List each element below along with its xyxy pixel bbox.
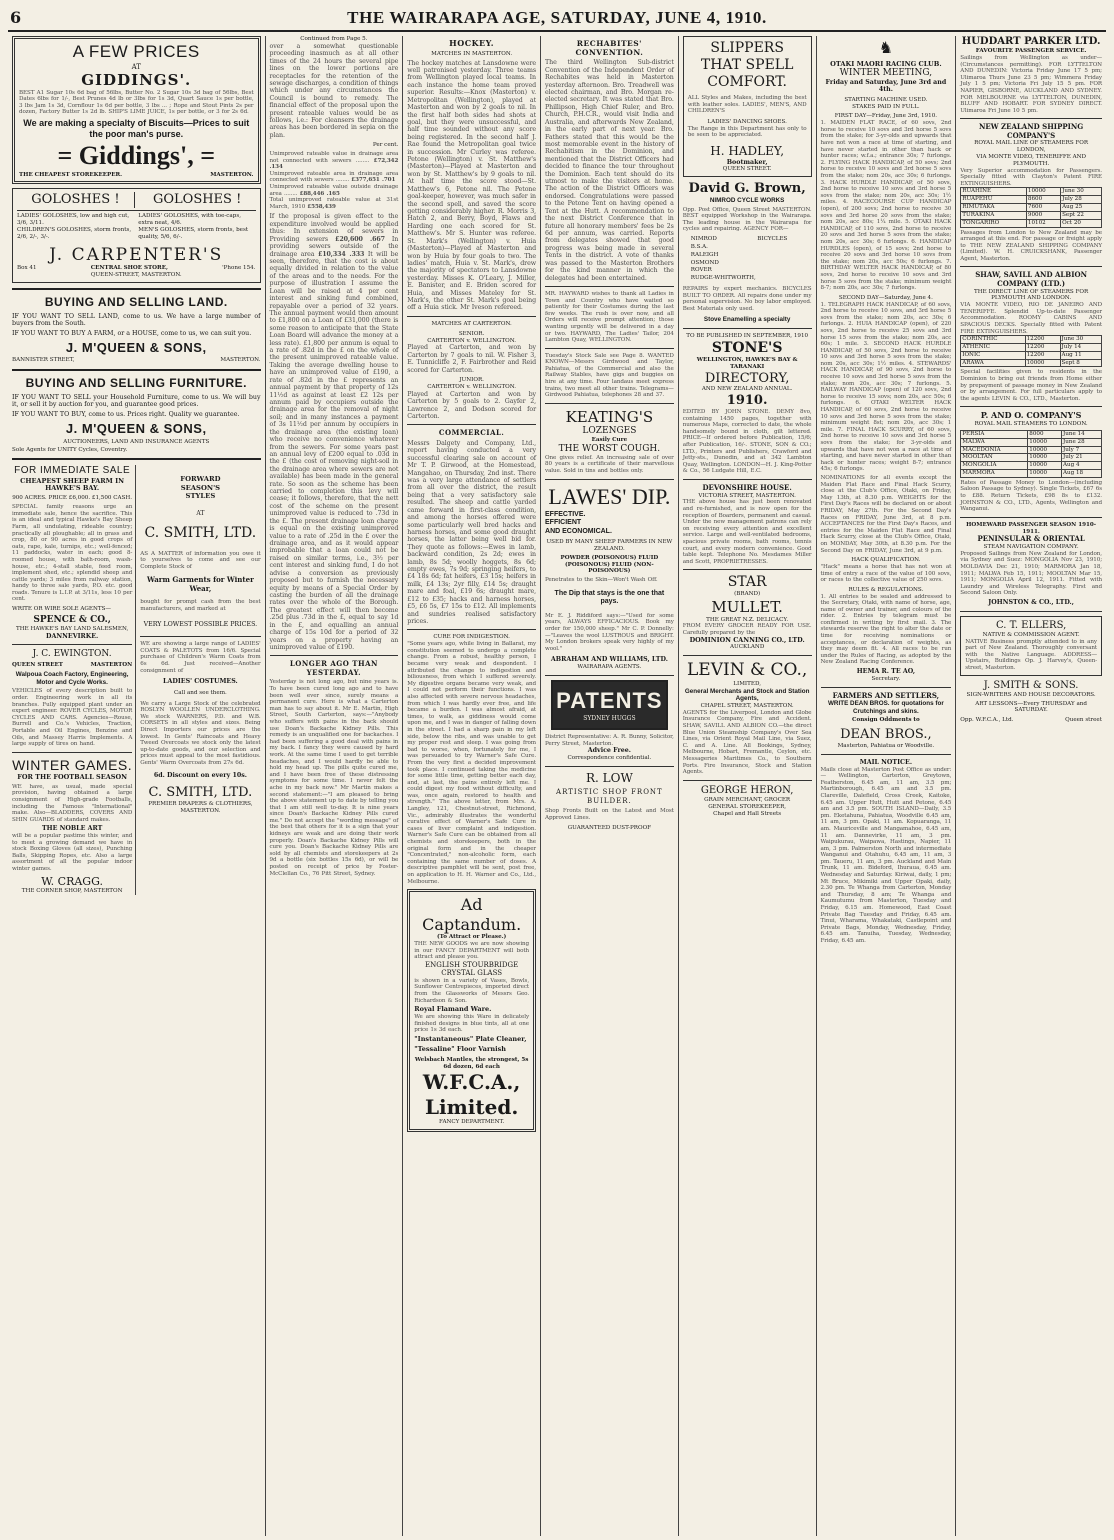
ewington-addr-left: QUEEN STREET [12,662,63,669]
jsmith-queen: Queen street [1065,717,1102,724]
low-name: R. LOW [585,770,633,785]
ad-captandum-instant: "Instantaneous" Plate Cleaner, [414,1034,527,1043]
racing-first-text: 1. MAIDEN FLAT RACE, of 60 sovs, 2nd horse to receive 10 sovs and 3rd horse 5 sovs from the stake; for 3-yr-olds and upwards that have not won a race at time of starting, and have never started in other than hack or hunter races; w.f.a.; entrance 30s; 7 furlongs. 2. FLYING HACK HANDICAP, of 50 sovs; 2nd horse to receive 10 sovs and 3rd horse 5 sovs from the stake; nom 20s, acc 30s; 6 furlongs. 3. HACK HURDLE HANDICAP, of 50 sovs, 2nd horse to receive 10 sovs and 3rd horse 5 sovs from the stake; nom 20s, acc 30s; 1½ miles. 4. RACECOURSE CUP HANDICAP (open), of 200 sovs; 2nd horse to receive 30 sovs and 3rd horse 20 sovs from the stake; nom 20s, acc 80s; 1¼ mile. 5. OTAKI HACK HANDICAP, of 110 sovs, 2nd horse to receive 20 sovs and 3rd horse 5 sovs from the stake; nom 20s, acc 30s; 6 furlongs. 6. HANDICAP HURDLES (open), of 15 sovs; 2nd horse to receive 20 sovs and 3rd horse 10 sovs from the stake; nom 20s, acc 50s; 6 furlongs. 7. BIRTHDAY WELTER HACK HANDICAP, of 80 sovs, 2nd horse to receive 10 sovs and 3rd horse 5 sovs from the stake; minimum weight 8-7; nom 20s, acc 30s; 7 furlongs. [820,120,952,292]
winter-noble: THE NOBLE ART [41,825,103,833]
winter-firm: W. CRAGG. [41,874,103,888]
ellers-ad [960,616,1102,676]
hayward-text: MR. HAYWARD wishes to thank all Ladies in Town and Country who have waited so patiently for their Costumes during the last few weeks. The rush is over now, and all Orders will receive prompt attention; those wanting urgently will be delivered in a day or two. HAYWARD, The Ladies' Tailor, 204 Lambton Quay, WELLINGTON. [545,290,674,344]
goloshes-r2: MEN'S GOLOSHES, storm fronts, best quality, 5/6, 6/-. [138,226,249,240]
lawes-name: LAWES' DIP. [548,483,671,509]
ewington-text: VEHICLES of every description built to order. Engineering work in all its branches. Fully equipped plant under an expert engineer. ROVER CYCLES, MOTOR CYCLES AND CARS. Agencies—Rouse, Burrell and Co.'s Vehicles, Traction, Portable and Oil Engines, Benzine and Oils, and Massey Harris Implements. A large supply of tires on hand. [12,688,133,748]
po-head: P. AND O. COMPANY'S [980,410,1082,421]
drainage-text-2: If the proposal is given effect to the expenditure involved would be applied thus: In extension of sewers in Providing sewers £20,600 .667 In providing sewers outside of the drainage area £10,334 .333 It will be seen, therefore, that the cost is about equally divided in relation to the value of the areas and to the needs. For the purpose of illustration I assume the Loan will be raised at 4 per cent interest and sinking fund combined, repayable over a period of 32 years. The annual payment would then amount to £1,800 on a Loan of £31,000 (there is some reason to anticipate that the State Loan Board will advance the money at a less rate). £1,800 per annum is equal to a rate of .82d in the £ on the whole of the present unimproved rateable value. Taking the average dwelling house to have an unimproved value of £190, a rate of .82d in the £ represents an annual payment by that property of 12s 11½d as against at least £2 12s per annum paid by occupiers outside the drainage area for the removal of night soil; and in many instances a payment of 3s 11½d per annum by occupiers in the drainage area (the existing loan) who receive no convenience whatever from the sewers. For some years past an annual levy of £200 equal to .03d in the £ (the cost of removing night-soil in the drainage area where sewers are not available) has been made in the general rate. So soon as the scheme has been carried to completion this levy will cease; it follows, therefore, that the nett cost of the scheme on the present unimproved value is reduced to .73d in the £. The present drainage loan charge is equal on the existing unimproved value to a rate of .25d in the £ over the drainage area, and as it would appear improbable that a loan could not be raised on similar terms, i.e., 3½ per cent interest and sinking fund, I do not advise a conversion as previously proposed but to furnish the necessary equity by means of a Special Order by casting the burden of all the drainage rates over the whole of the Borough. The greatest effect will then become .25d plus .73d in the £, equal to say 1d in the £, and equalling an annual charge of 15s 10d for a period of 32 years on a property having an unimproved value of £190. [269,213,399,651]
sale-town: DANNEVIRKE. [46,632,99,640]
lawes-agents: ABRAHAM AND WILLIAMS, LTD. [550,656,668,664]
drainage-text-1: over a somewhat questionable proceeding inasmuch as at all other times of the 24 hours the several pipe lines on the lower portions are receptacles for the retention of the sewage discharges, a condition of things which under any circumstances the Council is bound to remedy. The financial effect of the proposal upon the present rateable values would be as follows, i.e.: For cleansers the drainage areas has been bordered in sepia on the plan. [269,42,399,139]
smith-firm2-town: MASTERTON. [180,807,221,814]
heron-st: Chapel and Hall Streets [713,810,782,817]
goloshes-r1: LADIES' GOLOSHES, with toe-caps, extra neat, 4/6. [138,213,242,227]
racing-second: SECOND DAY—Saturday, June 4. [838,294,933,301]
jsmith-wfca: Opp. W.F.C.A., Ltd. [960,717,1014,724]
sale-firm: SPENCE & CO., [33,614,111,625]
racing-meeting: WINTER MEETING, [839,67,933,78]
masthead-title: THE WAIRARAPA AGE, SATURDAY, JUNE 4, 1910. [347,7,767,27]
keating-text: One gives relief. An increasing sale of over 80 years is a certificate of their marvellous value. Sold in tins and bottles only. [545,454,674,475]
lawes-agents-sub: WAIRARAPA AGENTS. [577,664,642,671]
nzsc-foot: Passages from London to New Zealand may be arranged at this end. For passage or freight apply to THE NEW ZEALAND SHIPPING COMPANY (Limited). W. H. CRUICKSHANK, Passenger Agent, Masterton. [960,229,1102,262]
giddings-prices-text: BEST A1 Sugar 10s 6d bag of 56lbs, Butter No. 2 Sugar 10s 3d bag of 56lbs, Best Dates 6lbs for 1/-, Best Prunes 4d lb or 3lbs for 1s 3d, Quart Sauce 1s per bottle, 3 lbs Jam 1s 3d, Cornflour 1s 6d per bottle, 3 lbs ... ; Rope and Stout Pints 2s per dozen, Factory Butter 1s 2d lb. SHIP'S LIME JUICE, 1s per bottle, or 3 for 2s 6d. [19,89,254,116]
dean-write: WRITE DEAN BROS. for quotations for Crutchings and skins. [827,700,944,715]
carpenter-store: CENTRAL SHOE STORE, [90,265,168,272]
racing-handicap-text: "Hack" means a horse that has not won at time of entry a race of the value of 100 sovs, or races to the collective value of 250 sovs. [820,563,952,584]
furniture-firm: J. M'QUEEN & SONS, [65,420,207,436]
star-text: FROM EVERY GROCER READY FOR USE. Carefully prepared by the [682,623,812,636]
devonshire-st: VICTORIA STREET, MASTERTON. [698,492,796,499]
racing-second-text: 1. TELEGRAPH HACK HANDICAP, of 60 sovs, 2nd horse to receive 10 sovs, and 3rd horse 5 sovs from the stake; nom 20s, acc 30s; 6 furlongs. 2. HUIA HANDICAP (open), of 220 sovs, 2nd horse to receive 25 sovs and 3rd horse 15 sovs from the stake; nom 20s, acc 60s; 1 mile. 3. SECOND HACK HURDLE HANDICAP, of 50 sovs, 2nd horse to receive 10 sovs and 3rd horse 5 sovs from the stake; nom 20s, acc 30s; 1½ miles. 4. STEWARDS' HACK HANDICAP, of 90 sovs, 2nd horse to receive 10 sovs and 3rd horse 5 sovs from the stake; nom 20s, acc 30s; 7 furlongs. 5. RAILWAY HANDICAP (open) of 120 sovs, 2nd horse to receive 15 sovs; nom 20s, acc 50s; 6 furlongs. 6. OTAKI WELTER HACK HANDICAP, of 60 sovs, 2nd horse to receive 10 sovs and 3rd horse 5 sovs from the stake; minimum weight 8st; nom 20s, acc 30s; 1 mile. 7. FINAL HACK SCURRY, of 60 sovs, 2nd horse to receive 10 sovs and 3rd horse 5 sovs from the stake; for 3-yr-olds and upwards that have not won a race at time of starting, and have never started in other than hack or hunter races; weight 8-7; entrance 45s; 6 furlongs. [820,301,952,473]
giddings-foot-left: THE CHEAPEST STOREKEEPER. [19,171,123,178]
patents-baldwin: SYDNEY HUGGS [583,714,636,722]
giddings-foot-right: MASTERTON. [210,171,254,178]
smith-costumes: LADIES' COSTUMES. [163,678,238,686]
racing-handicap: HACK QUALIFICATION. [851,557,921,564]
hockey-head: HOCKEY. [449,38,495,48]
column-7 [956,36,1106,1536]
commercial-text: Messrs Dalgety and Company, Ltd., report having conducted a very successful clearing sale on account of Mr T. P. Girwood, at the Homestead, Mangahao, on Thursday, 2nd inst. There was a very large attendance of settlers from all over the district, the result being that a very satisfactory sale resulted. The sheep and cattle yarded came forward in first-class condition, and among the horses offered were some particularly well bred hacks and harness horses, and some good draught horses, the latter being well bid for. They quote as follows:—Ewes in lamb, backward condition, 2s 2d; ewes in lamb, 8s 5d; woolly hoggets, 8s 6d; empty ewes, 7s 9d; springing heifers, to £4 18s 6d; fat heifers, £3 15s; heifers in milk, £4 13s; 2yr filly, £14 5s; draught mare and foal, £19 6s; draught mare, £12 to £35; hacks and harness horses, £5, £6 5s, £7 15s to £12. All implements and sundries realised satisfactory prices. [407,439,537,625]
slippers-ad [683,36,812,177]
land-l1: IF YOU WANT TO SELL LAND, come to us. We have a large number of buyers from the South. [12,312,261,328]
smith-discount: 6d. Discount on every 10s. [153,771,247,779]
smith-warm: Warm Garments for Winter Wear, [147,575,254,593]
rechabites-text: The third Wellington Sub-district Convention of the Independent Order of Rechabites was held in Masterton yesterday afternoon. Bro. Treadwell was elected chairman, and Bro. Morgan re-elected secretary. It was stated that Bro. Phillipson, High Chief Ruler, and Bro. Church, P.H.C.R., would visit India and Australia, and afterwards New Zealand, in the early part of next year. Bro. Fathers stated that this would be the most memorable event in the history of Rechabitism in the Dominion, and mentioned that the District Officers had decided to finance the tour throughout the Dominion. Each tent should do its utmost to make the visitors at home. The action of the District Officers was endorsed. Congratulations were passed to the Petone Tent on having opened a Tent at the Hutt. A recommendation to the next District Conference that in future all honorary members' fees be 2s 6d per annum, was carried. Reports from delegates showed that good progress was being made in several Tents in the district. A vote of thanks was passed to the Masterton Brothers for the kind manner in which the delegates had been entertained. [545,59,674,282]
ad-captandum-flamand-text: We are showing this Ware in delicately finished designs in blue tints, all at one price 1s 3d each. [414,1014,530,1034]
brown-nimrod: NIMROD CYCLE WORKS [709,196,785,204]
star-delicacy: THE GREAT N.Z. DELICACY. [706,616,789,623]
ad-captandum-sub: (To Attract or Please.) [437,934,507,941]
levin-text: AGENTS for the Liverpool, London and Globe Insurance Company, Fire and Accident. SHAW, SAVILL AND ALBION CO.—the direct Blue Union Steamship Company's Over Sea Lines, via Orient Royal Mail Line, via Suez, C. and A. Line. All Bookings, Sydney, Melbourne, Hobart, Fremantle, Ceylon, etc. Messageries Maritimes Co., to Southern Ports. Fire Insurance, Stock and Station Agents. [682,709,812,776]
levin-name: LEVIN & CO., [687,660,808,681]
fig-3: £558,439 [307,203,336,210]
ellers-name: C. T. ELLERS, [995,619,1067,631]
low-artistic: ARTISTIC SHOP FRONT BUILDER. [556,788,663,805]
dean-name: DEAN BROS., [840,727,932,743]
columns [8,36,1106,1536]
goloshes-l1: LADIES' GOLOSHES, low and high cut, 3/6, 3/11. [17,213,130,227]
nzsc-monte: VIA MONTE VIDEO, TENERIFFE AND PLYMOUTH. [976,154,1086,167]
land-addr-right: MASTERTON. [220,357,261,364]
nzsc-table: RUAHINE 10000 June 30 RUAPEHU 8600 July 28 RIMUTAKA 7600 Aug 25 TURAKINA 9000 Sept 22 TONGARIRO 10102 Oct 20 [960,187,1102,227]
heron-name: GEORGE HERON, [700,784,794,796]
stones-almanac: AND NEW ZEALAND ANNUAL. [701,386,793,393]
racing-first: FIRST DAY—Friday, June 3rd, 1910. [834,113,938,120]
ad-captandum-dept: FANCY DEPARTMENT. [439,1119,505,1126]
hockey-text-3: Played at Carterton and won by Carterton by 5 goals to 2. Gayfer 2, Lawrence 2, and Dodson scored for Carterton. [407,390,537,420]
racing-dates: Friday and Saturday, June 3rd and 4th. [825,78,947,94]
lawes-stays: The Dip that stays is the one that pays. [554,589,665,606]
star-head: STAR [727,574,767,591]
ellers-text: NATIVE Business promptly attended to in any part of New Zealand. Thoroughly conversant with the Native Language. ADDRESS—Upstairs, Buildings Op. J. Harvey's, Queen-street, Masterton. [965,638,1097,671]
dean-town: Masterton, Pahiatua or Woodville. [837,743,935,750]
slippers-head3: COMFORT. [707,74,788,91]
cycle-4: OSMOND [690,259,719,266]
smith-l2: SEASON'S [180,483,221,492]
fig-1: £377,651 .701 [351,177,396,184]
giddings-ad [12,36,261,184]
cycle-5: ROVER [690,267,712,274]
homeward-head: HOMEWARD PASSENGER SEASON 1910-1911. [966,521,1097,535]
giddings-at: AT [131,62,141,71]
patents-logo [551,680,668,730]
shaw-direct: THE DIRECT LINE OF STEAMERS FOR PLYMOUTH AND LONDON. [974,288,1089,302]
dean-farmers: FARMERS AND SETTLERS, [832,690,940,700]
star-brand: (BRAND) [734,591,761,598]
shaw-text: VIA MONTE VIDEO, RIO DE JANEIRO AND TENERIFFE. Splendid Up-to-date Passenger Accommodation. ROOMY CABINS AND SPACIOUS DECKS. Specially fitted with Patent FIRE EXTINGUISHERS. [960,302,1102,335]
po-foot: Rates of Passage Money to London—(including Saloon Passage to Sydney). Single Tickets, £67 6s to £88. Return Tickets, £98 8s to £132. JOHNSTON & CO., LTD., Agents, Wellington and Wanganui. [960,479,1102,513]
racing-rules: RULES & REGULATIONS. [848,586,924,593]
hockey-text-2: Played at Carterton, and won by Carterton by 7 goals to nil. W. Fisher 3, E. Tunnicliffe 2, F. Fairbrother and Reid scored for Carterton. [407,344,537,374]
racing-stakes: STAKES PAID IN FULL. [852,103,920,110]
drainage-table: Unimproved rateable value in drainage area not connected with sewers ........ £72,342 .134 Unimproved rateable area in drainage area connected with sewers ........ £377,651 .701 Unimproved rateable value outside drainage area ........ £88,446 .165 Total unimproved rateable value at 31st March, 1910 £558,439 [269,151,399,210]
hockey-junior-match: CARTERTON v. WELLINGTON. [427,383,517,390]
jsmith-signs: SIGN-WRITERS AND HOUSE DECORATORS. [966,691,1096,698]
racing-nominations: NOMINATIONS for all events except the Maiden Flat Race and Final Hack Scurry, close at the Club's Office, Otaki, on Friday, May 13th, at 8.30 p.m. WEIGHTS for the First Day's Races will be declared on or about FRIDAY, May 27th. For the Second Day's Races on FRIDAY, June 3rd, at 8 p.m. ACCEPTANCES for the First Day's Races, and entries for the Maiden Flat Race and Final Hack Scurry, close at the Club's Office, Otaki, on MONDAY, May 30th, at 8.30 p.m. For the Second Day on FRIDAY, June 3rd, at 9 p.m. [820,474,952,554]
ad-captandum-intro: THE NEW GOODS we are now showing in our FANCY DEPARTMENT will both attract and please you. [414,941,530,961]
star-dominion: DOMINION CANNING CO., LTD. [689,635,805,644]
ewington-works: Walpoua Coach Factory, Engineering, Motor and Cycle Works. [15,671,129,686]
cycle-6: RUDGE-WHITWORTH, [690,275,756,282]
levin-merchants: General Merchants and Stock and Station Agents, [684,687,810,703]
hockey-sub1: MATCHES IN MASTERTON. [431,50,513,57]
smith-l1: FORWARD [180,475,221,484]
nzsc-head: NEW ZEALAND SHIPPING COMPANY'S [978,122,1084,140]
keating-name: KEATING'S [565,407,654,426]
lawes-powder: POWDER (POISONOUS) FLUID (POISONOUS) FLUID (NON-POISONOUS) [560,554,659,575]
patents-word: PATENTS [556,687,663,713]
star-auckland: AUCKLAND [729,644,765,651]
ewington-addr-right: MASTERTON [90,662,133,669]
jsmith-name: J. SMITH & SONS. [983,679,1079,691]
hadley-boot: Bootmaker, [726,158,768,166]
giddings-name: GIDDINGS'. [81,71,192,90]
furniture-sub: AUCTIONEERS, LAND AND INSURANCE AGENTS [63,438,210,445]
ad-captandum-glass-text: is shown in a variety of Vases, Bowls, Sunflower Centrepieces, imported direct from the Glassworks of Messrs Geo. Richardson & Son. [414,977,530,1004]
longer-ago-text: Yesterday is not long ago, but nine years is. To have been cured long ago and to have been well ever since, surely means a permanent cure. Here is what a Carterton man has to say about it. Mr E. Martin, High Street, South Carterton, says:—"Anybody who suffers with pains in the back should use Doan's Backache Kidney Pills. This remedy is an unqualified one for backaches. I had been suffering a good deal with pains in my back. I fancy they were caused by hard work. At the same time I used to get terrible headaches, and I would hardly be able to hold my head up. The pills quite cured me, and I have been free of these distressing symptoms for some time. I never felt the ache in my back now." Mr Martin makes a second statement:—"I am pleased to bring the above statement up to date by telling you that I am still well to-day. It is nine years since Doan's Backache Kidney Pills cured me." Do not accept the "wording message" of the best that others for it is a sign that your kidneys are weak and are doing their work properly. Doan's Backache Kidney Pills will cure you. Doan's Backache Kidney Pills are sold by all chemists and storekeepers at 2s 9d a bottle (six bottles 15s 6d), or will be posted on receipt of price by Foster-McClellan Co., 76 Pitt Street, Sydney. [269,679,399,877]
column-6 [817,36,957,1536]
hadley-street: QUEEN STREET. [722,166,772,173]
stones-year: 1910. [726,393,768,409]
column-5 [679,36,817,1536]
ad-captandum [407,889,536,1132]
ad-captandum-tessaline: "Tessaline" Floor Varnish [414,1044,506,1053]
dean-consign: Consign Oddments to [852,717,920,724]
sale-write: WRITE OR WIRE SOLE AGENTS— [12,606,112,613]
sale-text: SPECIAL family reasons urge an immediate sale, hence the sacrifice. This is an ideal and typical Hawke's Bay Sheep Farm, all undulating, rideable country; practically all ploughable; all in grass and crop, 80 or 90 acres in good crops of oats, rape, kale, turnips, etc.; well-fenced; 11 paddocks, water in each; good 8-roomed house, with bath-room, wash-house, etc.; 4-stall stable, feed room, implement shed, etc.; splendid sheep and cattle yards; 3 miles from railway station, handy to three sale yards, P.O. etc. good roads. Tenure is L.I.P. at 3/11s, less 10 per cent. [12,504,133,603]
racing-sec-title: Secretary. [871,675,901,682]
levin-chapel: CHAPEL STREET, MASTERTON. [700,703,794,710]
ad-captandum-head: Ad Captandum. [422,895,522,934]
shaw-foot: Special facilities given to residents in the Dominion to bring out friends from Home either by prepayment of passage money in New Zealand or by arrangement. For full particulars apply to the agents LEVIN & CO., LTD., Masterton. [960,369,1102,402]
hockey-text-1: The hockey matches at Lansdowne were well patronised yesterday. Three teams from Wellington played local teams. In each instance the home team proved superior. Results:—Knox (Masterton) v. Metropolitan (Wellington), played at Masterton and won by 2 goals to nil. In the first half both sides had shots at goal, but they were unsuccessful, and half time sounded without any score being registered. In the second half J. Rae found the Metropolitan goal twice in succession. Mr Curley was referee. Petone (Wellington) v. St. Matthew's (Masterton)—Played at Masterton and won by St. Matthew's by 9 goals to nil. At half time the score stood—St. Matthew's 6, Petone nil. The Petone goal-keeper, however, was much safer in the second spell, and saved the score getting considerably higher. R. Morris 3, Hatch 2, and Berry, Boyd, Flaws and Harding one each scored for St. Matthew's. Mr S. Hunter was referee. St. Mark's (Wellington) v. Huia (Masterton)—Played at Masterton and won by Huia by four goals to two. The ladies' match, Huia v. St. Mark's, drew the majority of spectators to Lansdowne yesterday. Misses K. O'Leary, J. Miller, E. Banister, and E. Briden scored for Huia, and Misses Mateley for St. Mark's, the other St. Mark's goal being off a Huia stick. Mr Iveson refereed. [407,59,537,312]
smith-carry: We carry a Large Stock of the celebrated ROSLYN WOOLLEN UNDERCLOTHING. We stock WARNERS, P.D. and W.B. CORSETS in all styles and sizes. Being Direct Importers our prices are the lowest. In Gents' Raincoats and Heavy Tweed Overcoats we stock only the latest up-to-date goods, and our selection and prices must appeal to the most fastidious. Gents' Warm Overcoats from 27s 6d. [140,700,261,767]
shaw-head: SHAW, SAVILL AND ALBION COMPANY (LTD.) [975,270,1087,288]
patents-advice: Advice Free. [587,747,632,755]
smith-see: Call and see them. [174,689,227,696]
winter-noble-text: will be a popular pastime this winter, and to meet a growing demand we have in stock Boxing Gloves (all sizes), Punching Balls, Skipping Ropes, etc. Also a large assortment of all the popular indoor winter games. [12,833,133,872]
brown-cycles [691,236,812,283]
ellers-native: NATIVE & COMMISSION AGENT. [982,631,1080,638]
smith-bought: bought for prompt cash from the best manufacturers, and marked at [140,599,261,612]
low-text: Shop Fronts Built on the Latest and Most Approved Lines. [545,808,674,821]
heron-grain: GRAIN MERCHANT, GROCER [704,796,791,803]
cure-head: CURE FOR INDIGESTION. [433,634,510,641]
carpenter-phone: 'Phone 154. [222,265,256,272]
huddart-name: HUDDART PARKER LTD. [961,36,1101,47]
stones-directory: DIRECTORY, [704,370,790,386]
hockey-senior-match: CARTERTON v. WELLINGTON. [427,337,517,344]
furniture-head: BUYING AND SELLING FURNITURE. [25,376,247,391]
sale-sub: CHEAPEST SHEEP FARM IN HAWKE'S BAY. [20,476,125,493]
commercial-head: COMMERCIAL. [438,428,505,438]
smith-showing: WE are showing a large range of LADIES' COATS & PALETOTS from 16/6. Special purchase of Children's Warm Coats from 6s 6d. Just received—Another consignment of [140,641,261,674]
brown-name: David G. Brown, [688,181,806,197]
giddings-head: A FEW PRICES [72,42,200,61]
hockey-junior: JUNIOR. [459,377,484,384]
stones-name: STONE'S [711,339,783,356]
racing-club: OTAKI MAORI RACING CLUB. [830,59,942,68]
cycle-2: B.S.A. [690,243,708,250]
slippers-text: ALL Styles and Makes, including the best with leather soles. LADIES', MEN'S, AND CHILDREN'S [687,95,807,115]
peninsular-head: PENINSULAR & ORIENTAL [977,534,1085,544]
ewington-firm: J. C. EWINGTON. [32,649,112,660]
cure-text: "Some years ago, while living in Ballarat, my constitution seemed to undergo a complete change. From a robust, healthy person, I became very weak and despondent. I attributed the change to indigestion and biliousness, from which I suffered severely. My digestive organs became very weak, and I could not perform their functions. I was also affected with severe nervous headaches, from which I was hardly ever free, and life became a burden. I was almost afraid, at times, to walk, as giddiness would come upon me, and I was in danger of falling down in the street. I had a sharp pain in my left side, below the ribs, and was unable to get my proper rest and sleep. I was going from bad to worse, when, fortunately for me, I was persuaded to try Warner's Safe Cure. From the very first a decided improvement took place. I continued taking the medicine for some little time, getting better each day, and, at last, the pains entirely left me. I could digest my food without difficulty, and was, once again, restored to health and strength." The above letter, from Mrs. A. Langley, 121, Chestnut-street, Richmond, Vic., admirably illustrates the wonderful curative effect of Warner's Safe Cure in cases of liver complaint and indigestion. Warner's Safe Cure can be obtained from all chemists and storekeepers, both in the original form and in the cheaper "Concentrated," non-alcoholic form, each containing the same number of doses. A descriptive pamphlet will be sent, post free, on application to H. H. Warner and Co., Ltd., Melbourne. [407,641,537,885]
stones-pub: TO BE PUBLISHED IN SEPTEMBER, 1910 [686,333,809,340]
carpenter-name: J. CARPENTER'S [49,244,224,265]
fig-2: £88,446 .165 [299,190,340,197]
lawes-eff1: EFFECTIVE. [545,510,586,518]
huddart-text: Sailings from Wellington as under—(Circumstances permitting). FOR LYTTELTON AND DUNEDIN: Victoria Friday June 17 5 pm; Ulimaroa Thurs June 23 5 pm; Wimmera Friday July 1 5 pm; Victoria Fri July 15 5 pm. FOR NAPIER, GISBORNE, AUCKLAND AND SYDNEY. FOR MELBOURNE via LYTTELTON, DUNEDIN, BLUFF AND HOBART. FOR SYDNEY DIRECT. Ulimaroa Fri June 10 5 pm. [960,55,1102,114]
carpenter-box: Box 41 [17,265,37,272]
col2-cont: Continued from Page 5. [300,36,368,42]
keating-cures: Easily Cure [591,437,628,444]
furniture-l2: IF YOU WANT TO BUY, come to us. Prices right. Quality we guarantee. [12,411,240,419]
land-firm: J. M'QUEEN & SONS, [65,339,207,355]
furniture-l1: IF YOU WANT TO SELL your Household Furniture, come to us. We will buy it, or sell it by auction for you, and guarantee good prices. [12,393,261,409]
rechabites-head: RECHABITES' CONVENTION. [575,39,644,58]
smith-firm: C. SMITH, LTD. [144,525,257,542]
po-sub: ROYAL MAIL STEAMERS TO LONDON. [974,421,1088,428]
stones-text: EDITED BY JOHN STONE. DEMY 8vo, containing 1450 pages, together with numerous Maps, corrected to date, the whole handsomely bound in cloth, gilt lettered. PRICE—If ordered before Publication, 15/6; after Publication, 16/-. STONE, SON & CO.; LTD., Printers and Publishers, Crawford and Jetty-sts., Dunedin, and at 342 Lambton Quay, Wellington. LONDON—H. J. King-Potter & Co., 56 Ludgate Hill, E.C. [682,409,812,475]
po-table: PERSIA 8000 June 14 MALWA 10000 June 28 MACEDONIA 10000 July 7 MOOLTAN 10000 July 21 MONGOLIA 10000 Aug 4 MARMORA 10000 Aug 18 [960,430,1102,478]
goloshes-right-head: GOLOSHES ! [152,192,242,208]
devonshire-head: DEVONSHIRE HOUSE. [702,483,792,493]
ad-captandum-wfca: W.F.C.A., Limited. [422,1070,521,1119]
winter-head: WINTER GAMES. [12,756,133,773]
column-3 [403,36,541,1536]
hadley-name: H. HADLEY, [710,144,785,159]
sale-price: 900 ACRES. PRICE £6,000. £1,500 CASH. [12,495,133,502]
johnston-name: JOHNSTON & CO., LTD., [988,598,1074,606]
giddings-big: = Giddings', = [57,140,216,170]
peninsular-steam: STEAM NAVIGATION COMPANY. [983,543,1079,550]
land-head: BUYING AND SELLING LAND. [44,294,228,309]
lawes-used: USED BY MANY SHEEP FARMERS IN NEW ZEALAND. [546,539,673,552]
horse-icon: ♞ [878,38,894,57]
slippers-head1: SLIPPERS [710,40,784,56]
lawes-eff2: EFFICIENT [545,519,582,527]
land-l2: IF YOU WANT TO BUY A FARM, or a HOUSE, come to us, we can suit you. [12,329,252,337]
mail-head: MAIL NOTICE. [859,758,913,766]
devonshire-text: THE above house has just been renovated and re-furnished, and is now open for the reception of Boarders, permanent and casual. Under the new management patrons can rely on receiving every attention and excellent service. Large and well-ventilated bedrooms, spacious private rooms, bath rooms, tennis court, and every modern convenience. Good table kept. Telephone No. Mesdames Miller and Scott, PROPRIETRESSES. [682,499,812,565]
patents-text: District Representative: A. R. Bunny, Solicitor, Perry Street, Masterton. [545,734,674,747]
sale-firm-sub: THE HAWKE'S BAY LAND SALESMEN, [16,625,129,632]
brown-text: Opp. Post Office, Queen Street MASTERTON. BEST equipped Workshop in the Wairarapa. The leading house in the Wairarapa for cycles and repairing. AGENCY FOR— [682,206,812,233]
low-guaranteed: GUARANTEED DUST-PROOF [567,824,652,831]
keating-cough: THE WORST COUGH. [558,443,661,454]
peninsular-text: Proposed Sailings from New Zealand for London, via Sydney and Suez: MONGOLIA Nov 23, 1910; MOLDAVIA Dec 21, 1910; MARMORA Jan 18, 1911; MALWA Feb 15, 1911; MOOLTAN Mar 15, 1911; MONGOLIA April 12, 1911. Fitted with Laundry and Wireless Telegraphy. First and Second Saloon Only. [960,550,1102,597]
lawes-eff3: AND ECONOMICAL. [545,527,612,535]
brown-enamel: Stove Enamelling a specialty [703,316,791,324]
brown-repairs: REPAIRS by expert mechanics. BICYCLES BUILT TO ORDER. All repairs done under my personal supervision. No boy labor employed. Best Materials only used. [682,286,812,312]
ad-captandum-welsbach: Welsbach Mantles, the strongest, 5s 6d dozen, 6d each [414,1056,529,1070]
patents-conf: Correspondence confidential. [567,754,652,761]
longer-ago-head: LONGER AGO THAN YESTERDAY. [289,659,378,677]
lawes-testimonials: Mr E. J. Riddiford says:—"Used for some years, ALWAYS EFFICACIOUS. Book my order for 150,000 sheep." Mr C. P. Donnelly:—"Leaves the wool LUSTROUS and BRIGHT. My London brokers speak very highly of my wool." [545,612,674,652]
racing-rules-text: 1. All entries to be sealed and addressed to the Secretary, Otaki, with name of horse, age, name of owner and trainer, and colours of the rider. 2. Entries by telegram must be confirmed in writing by first mail. 3. The stewards reserve the right to alter the date or time for receiving nominations or acceptances, or declaration of weights, as they may deem fit. 4. All races to be run under the Rules of Racing, as adopted by the New Zealand Racing Conference. [820,593,952,666]
goloshes-l2: CHILDREN'S GOLOSHES, storm fronts, 2/6, 2/-, 3/-. [17,226,132,240]
smith-firm2-sub: PREMIER DRAPERS & CLOTHIERS, [148,801,253,808]
furniture-agents: Sole Agents for UNITY Cycles, Coventry. [12,446,128,453]
fig-5: £10,334 .333 [317,250,365,258]
column-2 [266,36,404,1536]
lawes-text: Penetrates to the Skin—Won't Wash Off. [545,577,658,584]
per-cent: Per cent. [372,142,399,149]
stones-sub: WELLINGTON, HAWKE'S BAY & TARANAKI [696,356,798,370]
goloshes-ad [12,188,261,282]
winter-addr: THE CORNER SHOP, MASTERTON [21,888,123,894]
nzsc-text: Very Superior accommodation for Passengers. Specially fitted with Clayton's Patent FIRE EXTINGUISHERS. [960,167,1102,187]
keating-lozenges: LOZENGES [582,426,637,437]
column-4 [541,36,679,1536]
smith-intro: AS A MATTER of information you owe it to yourselves to come and see our Complete Stock of [140,550,261,570]
smith-firm2: C. SMITH, LTD. [148,785,253,801]
land-addr-left: BANNISTER STREET, [12,357,75,364]
slippers-dancing-text: The Range in this Department has only to be seen to be appreciated. [687,125,807,139]
huddart-fav: FAVOURITE PASSENGER SERVICE. [975,48,1087,55]
fig-4: £20,600 .667 [335,235,385,243]
smith-l3: STYLES [185,491,216,500]
shaw-table: CORINTHIC 12200 June 30 ATHENIC 12200 July 14 IONIC 12200 Aug 11 ARAWA 10000 Sept 8 [960,335,1102,367]
hockey-senior: SENIOR. [458,330,485,337]
fig-0: £72,342 .134 [269,157,399,171]
star-mullet: MULLET. [711,598,783,617]
racing-sec: HEMA R. TE AO, [856,668,916,676]
mail-text: Mails close at Masterton Post Office as under:— Wellington, Carterton, Greytown, Featherston, 6.45 am, 11 am, 3.5 pm; Martinborough, 6.45 am and 3.5 pm. Clareville, Dalefield, Cross Creek, Kaitoke, 6.45 am. Upper Hutt, Hutt and Petone, 6.45 am and 3.5 pm. SOUTH ISLAND—Daily, 3.5 pm. Eketahuna, Pahiatua, Woodville 6.45 am, 11 am, 3 pm. Opaki, 11 am. Kopuaranga, 11 am. Mauriceville and Mangamahoe, 6.45 am, 11 am. Dannevirke, 11 am, 3 pm. Waipukurau, Waipawa, Hastings, Napier, 11 am, 3 pm. Palmerston North and intermediate Wanganui and Otahuhu, 6.45 am, 11 am, 3 pm. Taueru, 11 am, 3 pm. Auckland and Main Trunk, 11 am. Bideford, Ihuraua, 6.45 am. Wednesday and Saturday. Kiriwai, daily, 1 pm; Mt Bruce, Mikimiki and Upper Opaki, daily, 2.30 pm. Te Whanga from Carterton, Monday and Thursday, 8 am; Te Whanga and Kaumutumu from Masterton, Tuesday and Friday, 6.15 am. Homewood, East Coast Private Bag Tuesday and Friday, 6.45 am. Tinui, Wharama, Whakataki, Castlepoint and Private Bags, Monday, Wednesday, Friday, 6.45 am. Tanuiha, Tuesday, Wednesday, Friday, 6.45 am. [820,766,952,944]
column-1 [8,36,266,1536]
carpenter-street: QUEEN-STREET, MASTERTON. [90,272,182,279]
jsmith-art: ART LESSONS—Every THURSDAY and SATURDAY. [975,700,1087,714]
heron-general: GENERAL STOREKEEPER, [708,803,787,810]
goloshes-left-head: GOLOSHES ! [17,192,135,208]
slippers-head2: THAT SPELL [700,57,794,74]
cycle-0: NIMROD [690,236,717,243]
sale-head: FOR IMMEDIATE SALE [14,465,131,477]
ad-captandum-glass: ENGLISH STOURBRIDGE CRYSTAL GLASS [425,960,519,978]
cycle-3: RALEIGH [690,251,719,258]
smith-l4: AT [196,510,205,518]
cycle-1: BICYCLES [757,236,788,243]
winter-text: WE have, as usual, made special provision, having obtained a large consignment of High-grade Footballs, including the Famous "International" make. Also—BLADDERS, COVERS AND SHIN GUARDS of standard makes. [12,783,133,823]
slippers-dancing: LADIES' DANCING SHOES. [707,119,787,126]
giddings-slogan: We are making a specialty of Biscuits—Prices to suit the poor man's purse. [23,117,250,139]
smith-prices: VERY LOWEST POSSIBLE PRICES. [143,620,258,628]
masthead [8,6,1106,32]
ad-captandum-flamand: Royal Flamand Ware. [414,1005,492,1014]
hockey-sub2: MATCHES AT CARTERTON. [431,320,512,327]
page-number: 6 [10,8,22,27]
wanted-text: Tuesday's Stock Sale see Page 8. WANTED KNOWN—Messrs Girdwood and Taylor, Pahiatua, of the Commercial and also the Railway Stables, have gigs and buggies on hire at any time. Four landaus meet express trains, two meet all other trains. Telegrams—Girdwood Pahiatua, telephones 28 and 37. [545,352,674,399]
racing-machine: STARTING MACHINE USED. [844,96,928,103]
nzsc-royal: ROYAL MAIL LINE OF STEAMERS FOR LONDON, [974,140,1089,154]
winter-sub: FOR THE FOOTBALL SEASON [17,772,128,781]
levin-sub: LIMITED, [733,680,762,687]
